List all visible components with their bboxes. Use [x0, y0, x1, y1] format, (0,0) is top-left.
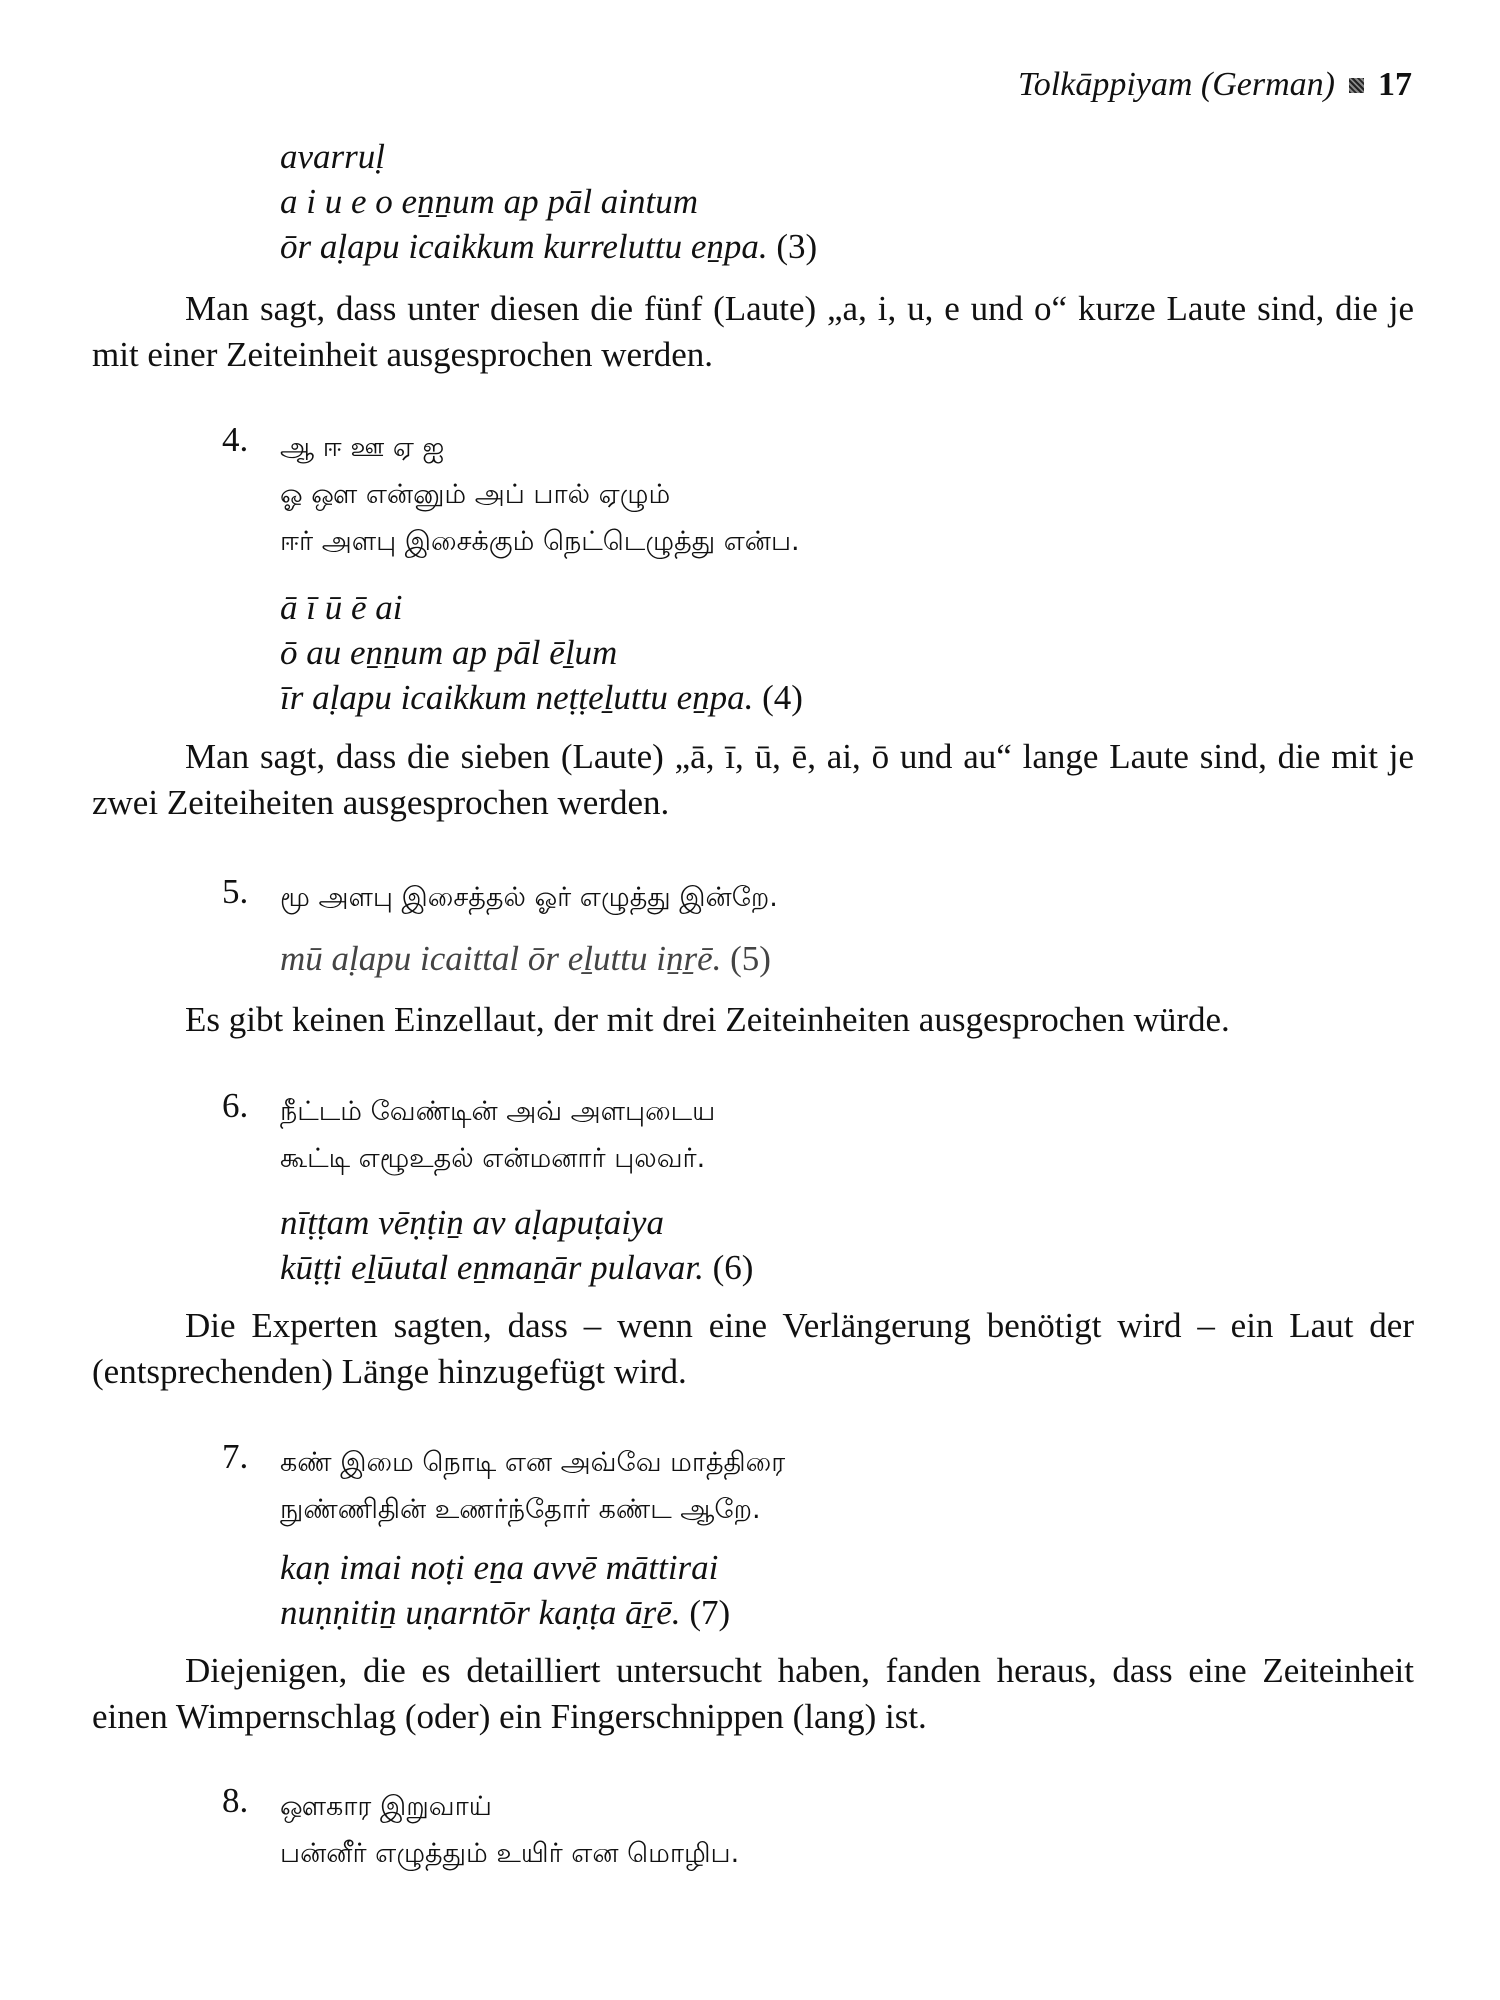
- verse-ref: (4): [762, 678, 803, 717]
- tamil-line: நுண்ணிதின் உணர்ந்தோர் கண்ட ஆறே.: [280, 1494, 761, 1525]
- translation-paragraph: Es gibt keinen Einzellaut, der mit drei Zeiteinheiten ausgesprochen würde.: [185, 1000, 1230, 1039]
- verse3-translit: [280, 134, 817, 269]
- translation-paragraph: Man sagt, dass unter diesen die fünf (Laute) „a, i, u, e und o“ kurze Laute sind, die je mit einer Zeiteinheit ausgesprochen werden.: [92, 289, 1414, 374]
- verse7-tamil: [280, 1439, 785, 1533]
- translit-line: nuṇṇitiṉ uṇarntōr kaṇṭa āṟē. (7): [280, 1593, 731, 1632]
- verse7-translit: [280, 1545, 730, 1635]
- verse-ref: (7): [689, 1593, 731, 1632]
- translation-paragraph: Die Experten sagten, dass – wenn eine Verlängerung benötigt wird – ein Laut der (entsprechenden) Länge hinzugefügt wird.: [92, 1306, 1414, 1391]
- tamil-line: மூ அளபு இசைத்தல் ஓர் எழுத்து இன்றே.: [280, 882, 778, 913]
- running-header: [1018, 66, 1412, 104]
- verse6-tamil: [280, 1088, 715, 1182]
- translit-line: ō au eṉṉum ap pāl ēḻum: [280, 633, 618, 672]
- tamil-line: கண் இமை நொடி என அவ்வே மாத்திரை: [280, 1447, 786, 1478]
- verse-ref: (6): [712, 1248, 754, 1287]
- translit-line: ōr aḷapu icaikkum kurreluttu eṉpa. (3): [280, 227, 818, 266]
- translit-line: nīṭṭam vēṇṭiṉ av aḷapuṭaiya: [280, 1203, 664, 1242]
- page-number: 17: [1378, 66, 1412, 103]
- verse4-tamil: [280, 424, 800, 565]
- tamil-line: ஈர் அளபு இசைக்கும் நெட்டெழுத்து என்ப.: [280, 526, 800, 557]
- verse5-tamil: [280, 874, 778, 921]
- tamil-line: ஆ ஈ ஊ ஏ ஐ: [280, 432, 445, 463]
- translit-line: īr aḷapu icaikkum neṭṭeḻuttu eṉpa. (4): [280, 678, 803, 717]
- verse-ref: (3): [776, 227, 818, 266]
- square-ornament-icon: [1349, 78, 1364, 93]
- verse6-translit: [280, 1200, 753, 1290]
- verse-ref: (5): [730, 939, 771, 978]
- verse4-translit: [280, 585, 803, 720]
- header-title: Tolkāppiyam (German): [1018, 66, 1335, 103]
- tamil-line: நீட்டம் வேண்டின் அவ் அளபுடைய: [280, 1096, 716, 1127]
- verse-number: 4.: [222, 420, 249, 459]
- translation-paragraph: Man sagt, dass die sieben (Laute) „ā, ī, ū, ē, ai, ō und au“ lange Laute sind, die mit je zwei Zeiteiheiten ausgesprochen werden.: [92, 737, 1414, 822]
- translit-line: a i u e o eṉṉum ap pāl aintum: [280, 182, 699, 221]
- translit-line: kaṇ imai noṭi eṉa avvē māttirai: [280, 1548, 719, 1587]
- verse-number: 8.: [222, 1781, 249, 1820]
- verse-number: 7.: [222, 1437, 249, 1476]
- verse-number: 5.: [222, 872, 249, 911]
- tamil-line: ஓ ஔ என்னும் அப் பால் ஏழும்: [280, 479, 671, 510]
- verse-number: 6.: [222, 1086, 249, 1125]
- translit-line: kūṭṭi eḻūutal eṉmaṉār pulavar. (6): [280, 1248, 754, 1287]
- verse5-translit: [280, 936, 771, 981]
- translit-line: ā ī ū ē ai: [280, 588, 403, 627]
- tamil-line: கூட்டி எழூஉதல் என்மனார் புலவர்.: [280, 1143, 706, 1174]
- tamil-line: பன்னீர் எழுத்தும் உயிர் என மொழிப.: [280, 1838, 740, 1869]
- tamil-line: ஔகார இறுவாய்: [280, 1791, 492, 1822]
- verse8-tamil: [280, 1783, 739, 1877]
- translit-line: mū aḷapu icaittal ōr eḻuttu iṉṟē. (5): [280, 939, 771, 978]
- translit-line: avarruḷ: [280, 137, 385, 176]
- translation-paragraph: Diejenigen, die es detailliert untersucht haben, fanden heraus, dass eine Zeiteinheit einen Wimpernschlag (oder) ein Fingerschnippen (lang) ist.: [92, 1651, 1414, 1736]
